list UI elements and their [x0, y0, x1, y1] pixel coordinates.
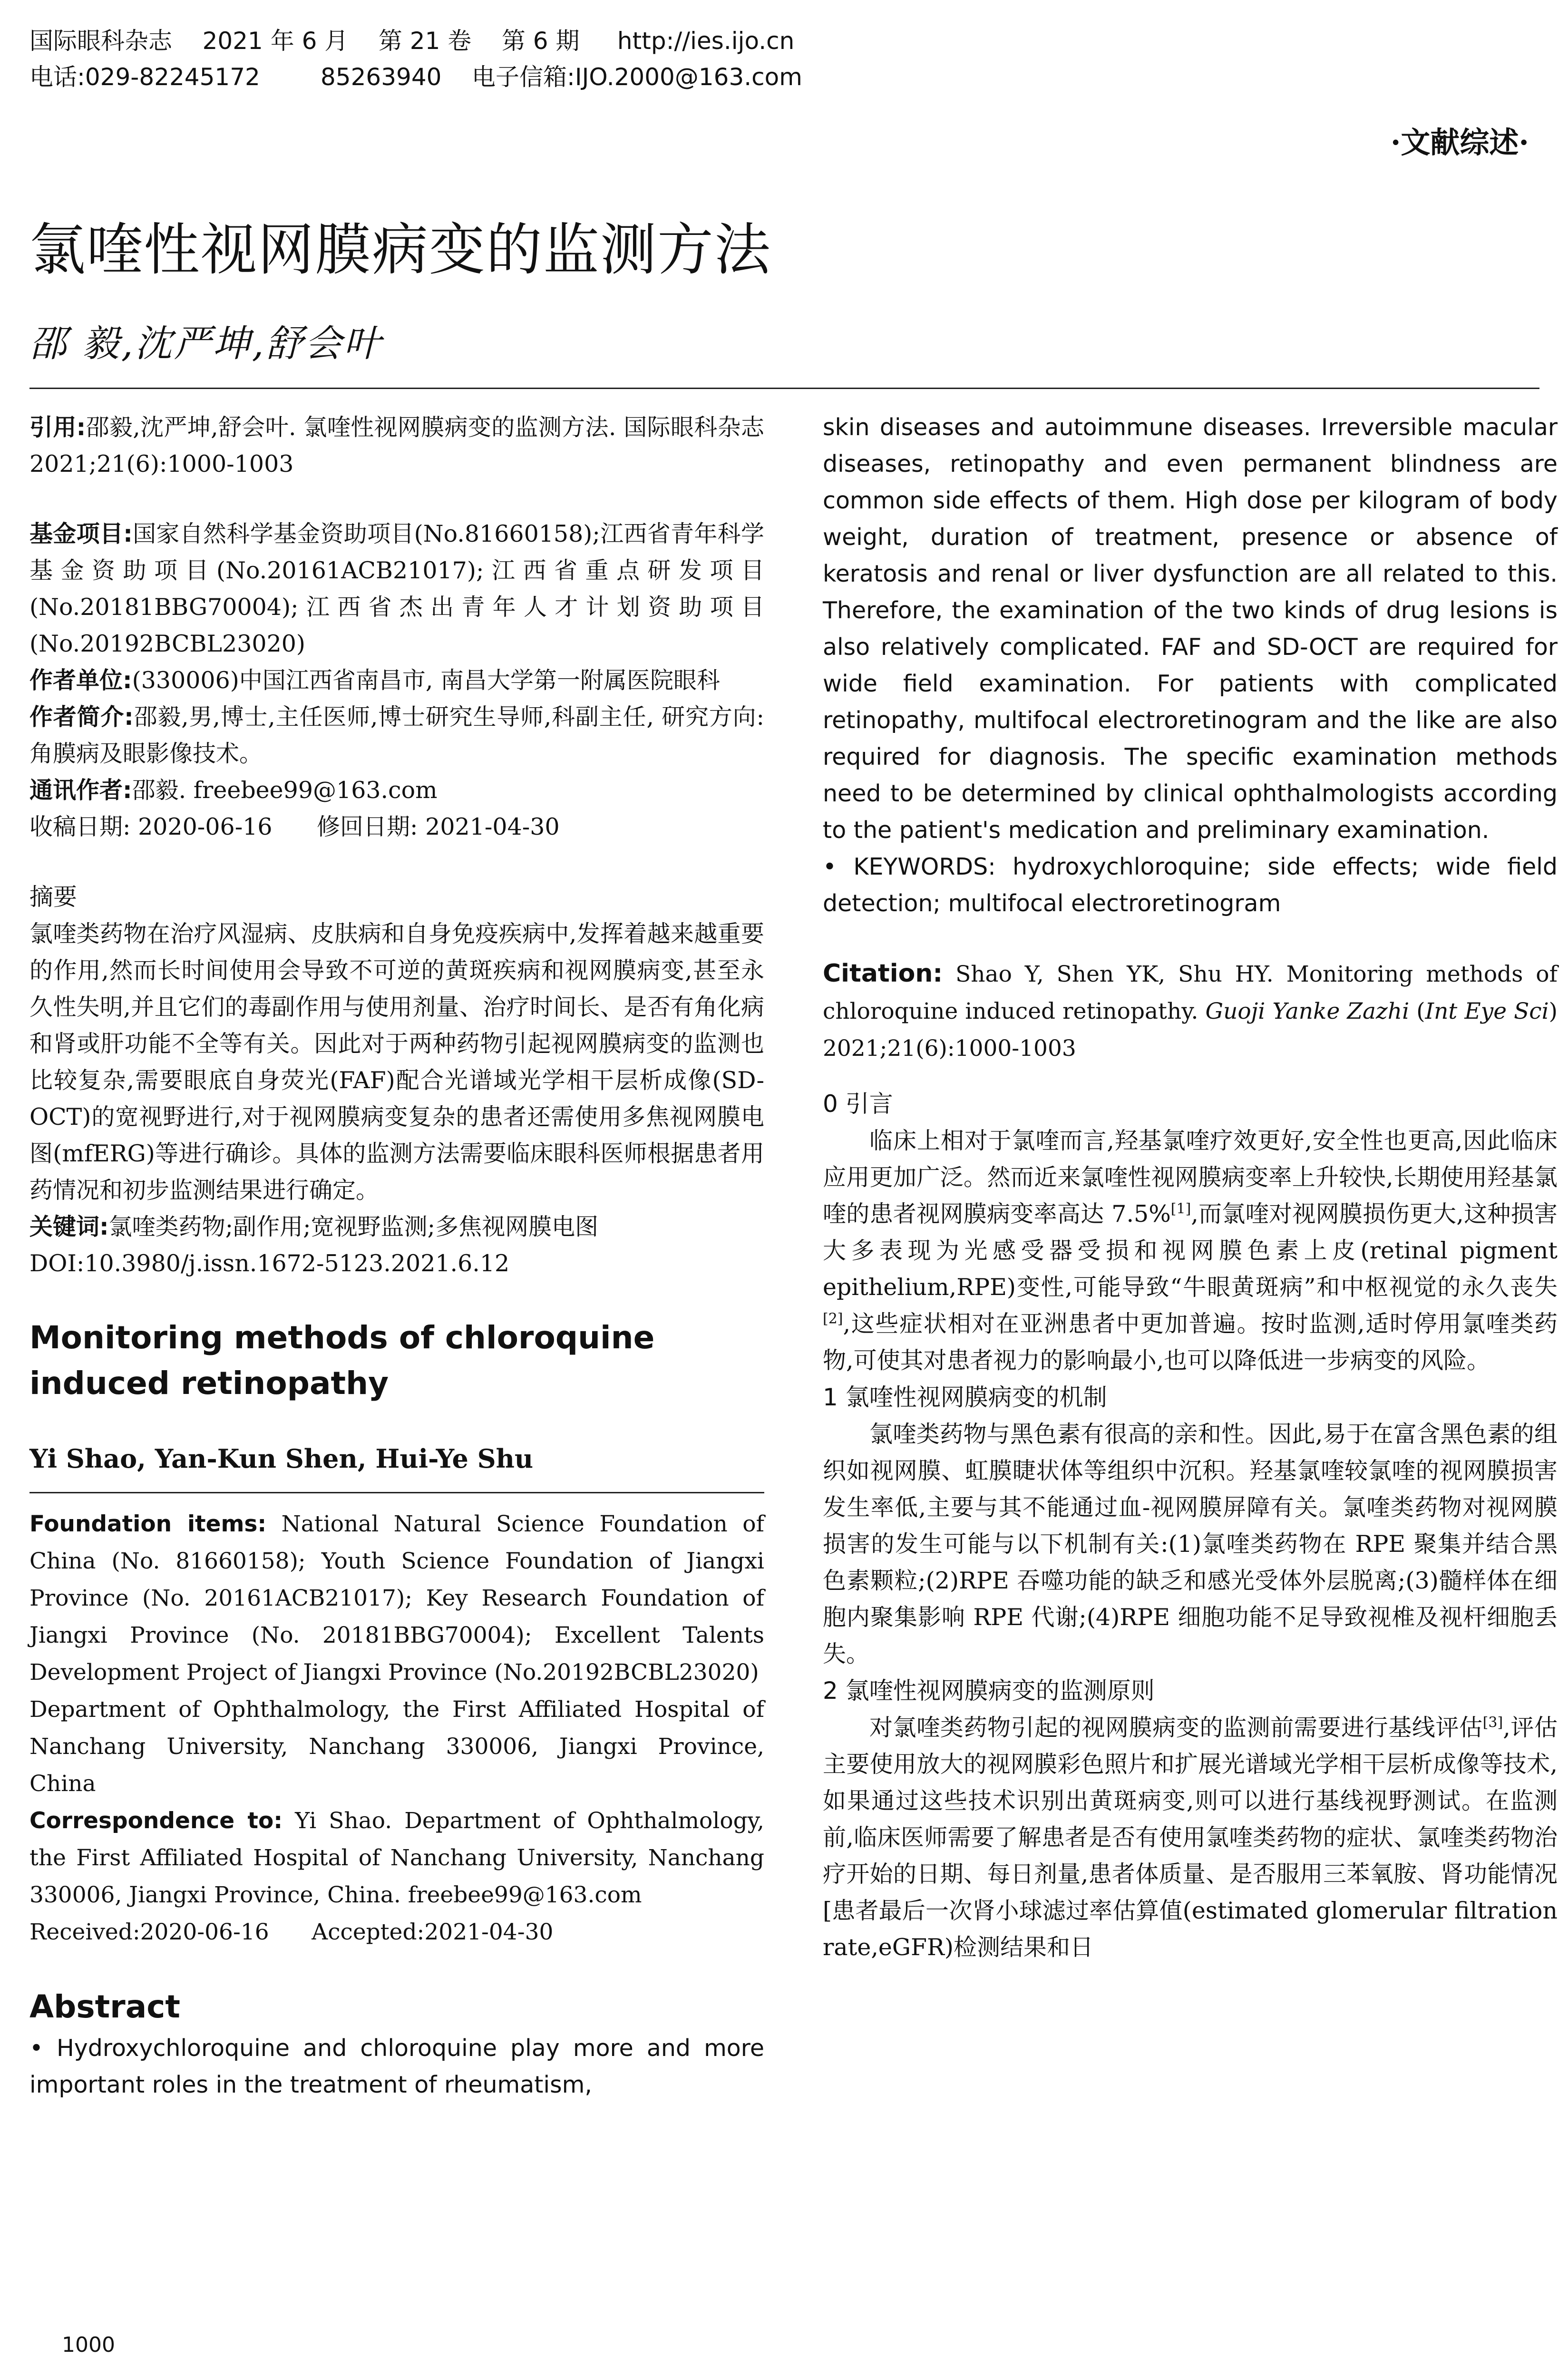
received-dates-cn: 收稿日期: 2020-06-16 修回日期: 2021-04-30 [29, 813, 560, 840]
department: Department of Ophthalmology, the First Affiliated Hospital of Nanchang University, Nanchang 330006, Jiangxi Province, China [29, 1696, 764, 1797]
abstract-en-heading: Abstract [29, 1988, 180, 2025]
keywords-cn: 关键词:氯喹类药物;副作用;宽视野监测;多焦视网膜电图 [29, 1213, 599, 1240]
section-1-heading: 1 氯喹性视网膜病变的机制 [823, 1383, 1107, 1411]
citation-ref-3: [3] [1482, 1714, 1503, 1731]
english-authors-divider [29, 1492, 764, 1493]
article-authors: 邵 毅,沈严坤,舒会叶 [29, 322, 383, 365]
english-authors: Yi Shao, Yan-Kun Shen, Hui-Ye Shu [29, 1443, 534, 1474]
section-2-paragraph: 对氯喹类药物引起的视网膜病变的监测前需要进行基线评估[3],评估主要使用放大的视网膜彩色照片和扩展光谱域光学相干层析成像等技术,如果通过这些技术识别出黄斑病变,则可以进行基线视野测试。在监测前,临床医师需要了解患者是否有使用氯喹类药物的症状、氯喹类药物治疗开始的日期、每日剂量,患者体质量、是否服用三苯氧胺、肾功能情况[患者最后一次肾小球滤过率估算值(estimated glomerular filtration rate,eGFR)检测结果和日 [823, 1714, 1558, 1961]
citation-ref-2: [2] [823, 1310, 843, 1327]
author-bio: 作者简介:邵毅,男,博士,主任医师,博士研究生导师,科副主任, 研究方向:角膜病及眼影像技术。 [29, 703, 764, 767]
english-title: Monitoring methods of chloroquine induced retinopathy [29, 1319, 655, 1402]
article-type-tag: ·文献综述· [1390, 125, 1529, 160]
abstract-cn: 氯喹类药物在治疗风湿病、皮肤病和自身免疫疾病中,发挥着越来越重要的作用,然而长时间使用会导致不可逆的黄斑疾病和视网膜病变,甚至永久性失明,并且它们的毒副作用与使用剂量、治疗时间长、是否有角化病和肾或肝功能不全等有关。因此对于两种药物引起视网膜病变的监测也比较复杂,需要眼底自身荧光(FAF)配合光谱域光学相干层析成像(SD-OCT)的宽视野进行,对于视网膜病变复杂的患者还需使用多焦视网膜电图(mfERG)等进行确诊。具体的监测方法需要临床眼科医师根据患者用药情况和初步监测结果进行确定。 [29, 920, 764, 1204]
header-line-2: 电话:029-82245172 85263940 电子信箱:IJO.2000@163.com [29, 63, 802, 91]
foundation-items: Foundation items: National Natural Science Foundation of China (No. 81660158); Youth Science Foundation of Jiangxi Province (No. 20161ACB21017); Key Research Foundation of Jiangxi Province (No. 20181BBG70004); Excellent Talents Development Project of Jiangxi Province (No.20192BCBL23020) [29, 1511, 764, 1685]
article-title: 氯喹性视网膜病变的监测方法 [29, 217, 772, 283]
title-divider [29, 388, 1539, 389]
correspondence-en: Correspondence to: Yi Shao. Department of Ophthalmology, the First Affiliated Hospital of Nanchang University, Nanchang 330006, Jiangxi Province, China. freebee99@163.com [29, 1808, 764, 1908]
received-accepted: Received:2020-06-16 Accepted:2021-04-30 [29, 1919, 554, 1945]
abstract-en-start: • Hydroxychloroquine and chloroquine play more and more important roles in the treatment of rheumatism, [29, 2035, 764, 2098]
fund-items: 基金项目:国家自然科学基金资助项目(No.81660158);江西省青年科学基金资助项目(No.20161ACB21017);江西省重点研发项目(No.20181BBG70004);江西省杰出青年人才计划资助项目(No.20192BCBL23020) [29, 520, 764, 657]
journal-header [29, 23, 1537, 95]
corresponding-author: 通讯作者:邵毅. freebee99@163.com [29, 777, 438, 804]
left-column [29, 409, 764, 2103]
section-0-heading: 0 引言 [823, 1090, 893, 1118]
section-1-paragraph: 氯喹类药物与黑色素有很高的亲和性。因此,易于在富含黑色素的组织如视网膜、虹膜睫状体等组织中沉积。羟基氯喹较氯喹的视网膜损害发生率低,主要与其不能通过血-视网膜屏障有关。氯喹类药物对视网膜损害的发生可能与以下机制有关:(1)氯喹类药物在 RPE 聚集并结合黑色素颗粒;(2)RPE 吞噬功能的缺乏和感光受体外层脱离;(3)髓样体在细胞内聚集影响 RPE 代谢;(4)RPE 细胞功能不足导致视椎及视杆细胞丢失。 [823, 1421, 1558, 1667]
page-number: 1000 [62, 2333, 115, 2357]
abstract-en-continued: skin diseases and autoimmune diseases. Irreversible macular diseases, retinopathy and even permanent blindness are common side effects of them. High dose per kilogram of body weight, duration of treatment, presence or absence of keratosis and renal or liver dysfunction are all related to this. Therefore, the examination of the two kinds of drug lesions is also relatively complicated. FAF and SD-OCT are required for wide field examination. For patients with complicated retinopathy, multifocal electroretinogram and the like are also required for diagnosis. The specific examination methods need to be determined by clinical ophthalmologists according to the patient's medication and preliminary examination. [823, 414, 1558, 844]
abstract-cn-heading: 摘要 [29, 883, 77, 911]
citation-en: Citation: Shao Y, Shen YK, Shu HY. Monitoring methods of chloroquine induced retinopathy. Guoji Yanke Zazhi (Int Eye Sci) 2021;21(6):1000-1003 [823, 959, 1558, 1062]
citation-ref-1: [1] [1170, 1200, 1191, 1218]
section-0-paragraph: 临床上相对于氯喹而言,羟基氯喹疗效更好,安全性也更高,因此临床应用更加广泛。然而近来氯喹性视网膜病变率上升较快,长期使用羟基氯喹的患者视网膜病变率高达 7.5%[1],而氯喹对视网膜损伤更大,这种损害大多表现为光感受器受损和视网膜色素上皮(retinal pigment epithelium,RPE)变性,可能导致“牛眼黄斑病”和中枢视觉的永久丧失[2],这些症状相对在亚洲患者中更加普遍。按时监测,适时停用氯喹类药物,可使其对患者视力的影响最小,也可以降低进一步病变的风险。 [823, 1127, 1558, 1374]
doi: DOI:10.3980/j.issn.1672-5123.2021.6.12 [29, 1250, 510, 1277]
section-2-heading: 2 氯喹性视网膜病变的监测原则 [823, 1677, 1155, 1705]
citation-cn: 引用:邵毅,沈严坤,舒会叶. 氯喹性视网膜病变的监测方法. 国际眼科杂志 2021;21(6):1000-1003 [29, 414, 764, 477]
header-line-1: 国际眼科杂志 2021 年 6 月 第 21 卷 第 6 期 http://ies.ijo.cn [29, 27, 795, 55]
right-column [823, 409, 1558, 1966]
author-unit: 作者单位:(330006)中国江西省南昌市, 南昌大学第一附属医院眼科 [29, 667, 721, 694]
keywords-en: • KEYWORDS: hydroxychloroquine; side effects; wide field detection; multifocal electroretinogram [823, 853, 1558, 917]
